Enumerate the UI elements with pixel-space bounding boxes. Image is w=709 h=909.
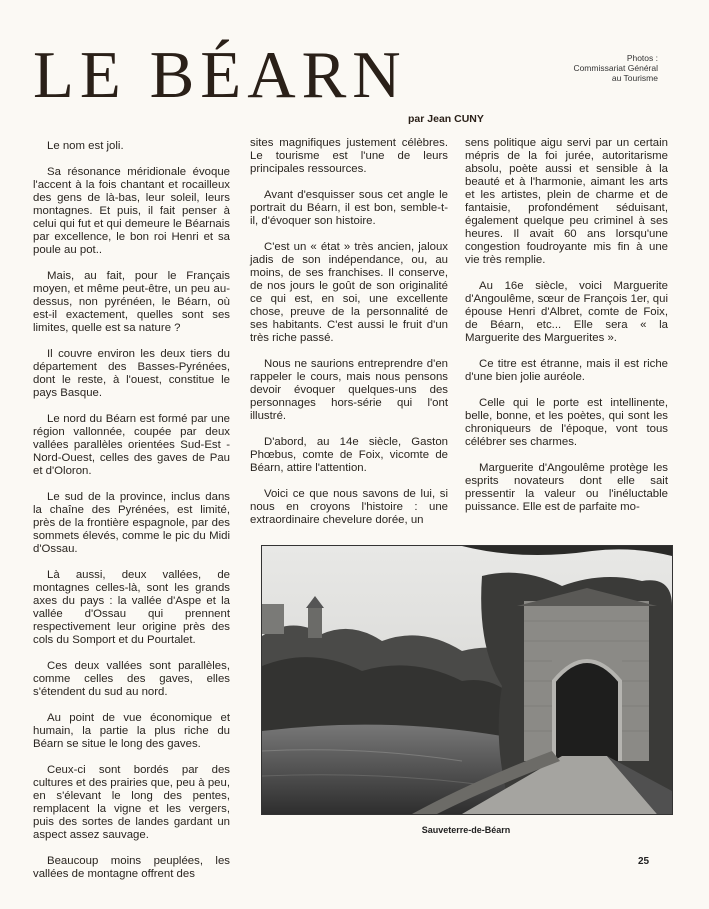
column-2 (250, 137, 448, 540)
paragraph: D'abord, au 14e siècle, Gaston Phœbus, comte de Foix, vicomte de Béarn, attire l'attention. (250, 436, 448, 474)
paragraph: Au 16e siècle, voici Marguerite d'Angoulême, sœur de François 1er, qui épouse Henri d'Albret, comte de Foix, de Béarn, etc... Elle sera « la Marguerite des Marguerites ». (465, 280, 668, 344)
paragraph: Mais, au fait, pour le Français moyen, et même peut-être, un peu au-dessus, non pyrénéen, le Béarn, où est-il exactement, quelles sont ses limites, quelle est sa nature ? (33, 270, 230, 334)
paragraph: Beaucoup moins peuplées, les vallées de montagne offrent des (33, 855, 230, 880)
paragraph: Ceux-ci sont bordés par des cultures et des prairies que, peu à peu, en s'élevant le long des pentes, remplacent la vigne et les vergers, puis des sortes de landes gardant un aspect assez sauvage. (33, 764, 230, 841)
paragraph: Il couvre environ les deux tiers du département des Basses-Pyrénées, dont le reste, à l'ouest, constitue le pays Basque. (33, 348, 230, 399)
photo-credit-line: au Tourisme (611, 73, 658, 83)
paragraph: Le nord du Béarn est formé par une région vallonnée, coupée par deux vallées parallèles orientées Sud-Est - Nord-Ouest, celles des gaves de Pau et d'Oloron. (33, 413, 230, 477)
paragraph: Avant d'esquisser sous cet angle le portrait du Béarn, il est bon, semble-t-il, d'évoquer son histoire. (250, 189, 448, 227)
photo-caption: Sauveterre-de-Béarn (421, 825, 511, 835)
paragraph: Au point de vue économique et humain, la partie la plus riche du Béarn se situe le long des gaves. (33, 712, 230, 750)
paragraph: Le sud de la province, inclus dans la chaîne des Pyrénées, est limité, près de la frontière espagnole, par des sommets élevés, comme le pic du Midi d'Ossau. (33, 491, 230, 555)
photo-credit (548, 53, 658, 83)
paragraph: Sa résonance méridionale évoque l'accent à la fois chantant et rocailleux des gens de là-bas, leur soleil, leurs montagnes. Et puis, il fait penser à celui qui fut et qui demeure le Béarnais par excellence, le bon roi Henri et sa poule au pot.. (33, 166, 230, 256)
paragraph: Là aussi, deux vallées, de montagnes celles-là, sont les grands axes du pays : la vallée d'Aspe et la vallée d'Ossau qui prennent respectivement leur origine près des cols du Somport et du Pourtalet. (33, 569, 230, 646)
paragraph: Ce titre est étranne, mais il est riche d'une bien jolie auréole. (465, 358, 668, 383)
paragraph: Voici ce que nous savons de lui, si nous en croyons l'histoire : une extraordinaire chevelure dorée, un (250, 488, 448, 526)
column-1 (33, 140, 230, 894)
column-3 (465, 137, 668, 527)
photo-illustration (262, 546, 672, 814)
paragraph: Marguerite d'Angoulême protège les esprits novateurs dont elle sait pressentir la valeur ou l'inéluctable puissance. Elle est de parfaite mo- (465, 462, 668, 513)
byline-prefix: par (408, 113, 425, 125)
article-title: LE BÉARN (33, 38, 407, 112)
photo-credit-line: Photos : (626, 53, 658, 63)
paragraph: sens politique aigu servi par un certain mépris de la foi jurée, autoritarisme absolu, poète aussi et sensible à la beauté et à l'harmonie, aimant les arts et les artistes, plein de charme et de fantaisie, profondément séduisant, également quelque peu criminel à ses heures. Il avait 60 ans lorsqu'une congestion foudroyante mis fin à une vie très remplie. (465, 137, 668, 266)
paragraph: Nous ne saurions entreprendre d'en rappeler le cours, mais nous pensons devoir évoquer quelques-uns des personnages hors-série qui l'ont illustré. (250, 358, 448, 422)
photo-credit-line: Commissariat Général (573, 63, 658, 73)
byline (408, 113, 484, 125)
paragraph: Le nom est joli. (47, 140, 124, 152)
byline-author: Jean CUNY (427, 113, 484, 125)
paragraph: Ces deux vallées sont parallèles, comme celles des gaves, elles s'étendent du sud au nord. (33, 660, 230, 698)
paragraph: sites magnifiques justement célèbres. Le tourisme est l'une de leurs principales ressources. (250, 137, 448, 175)
paragraph: C'est un « état » très ancien, jaloux jadis de son indépendance, ou, au moins, de ses franchises. Il conserve, de nos jours le goût de son originalité ce qui est, en soi, une excellente chose, preuve de la personnalité de ses habitants. C'est aussi le fruit d'un très riche passé. (250, 241, 448, 344)
paragraph: Celle qui le porte est intellinente, belle, bonne, et les poètes, qui sont les chroniqueurs de l'époque, vont tous célébrer ses charmes. (465, 397, 668, 448)
page-number: 25 (638, 856, 650, 867)
photograph-sauveterre (261, 545, 673, 815)
